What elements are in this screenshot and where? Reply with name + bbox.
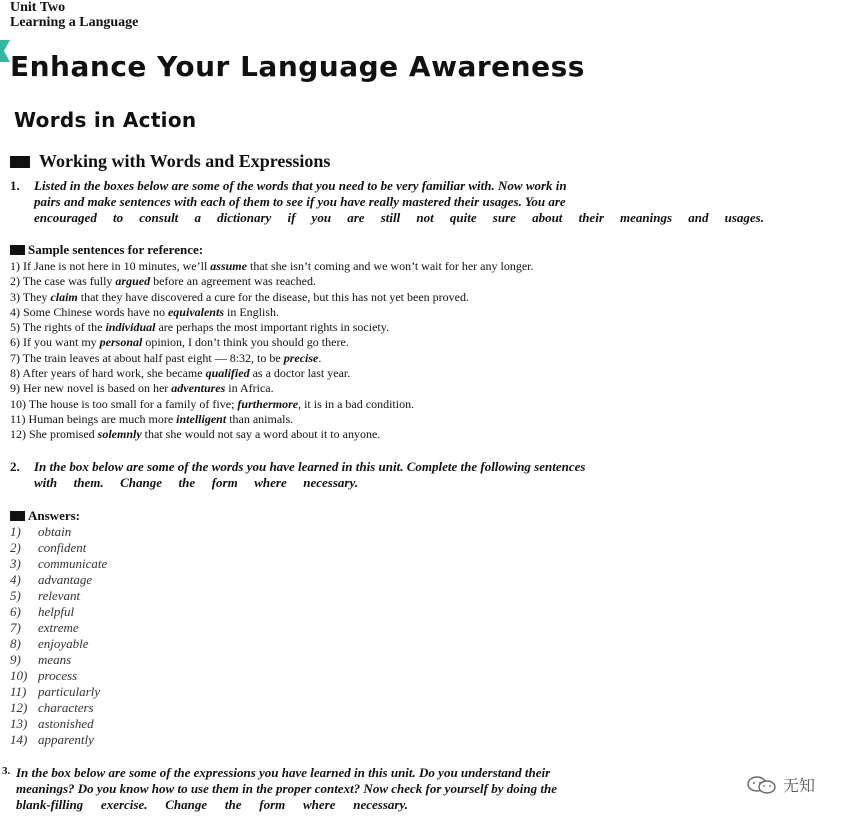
answers-heading-text: Answers: <box>28 508 80 523</box>
answer-word: communicate <box>38 556 108 571</box>
answer-item <box>10 524 107 540</box>
sample-sentence <box>10 412 533 427</box>
unit-label: Unit Two <box>10 0 66 15</box>
answer-word: advantage <box>38 572 93 587</box>
page-title: Enhance Your Language Awareness <box>10 50 585 83</box>
answer-word: extreme <box>38 620 79 635</box>
task-3-number: 3. <box>2 765 11 777</box>
sentence-text: 10) The house is too small for a family of five; <box>10 396 238 411</box>
watermark <box>745 773 815 796</box>
section-heading-text: Working with Words and Expressions <box>39 151 331 171</box>
sample-sentence <box>10 427 533 442</box>
answer-number: 9) <box>10 652 21 667</box>
key-word: personal <box>99 335 143 350</box>
section-heading <box>10 150 330 172</box>
answer-item <box>10 652 107 668</box>
answer-item <box>10 604 107 620</box>
sentence-text: that she would not say a word about it to anyone. <box>141 427 381 442</box>
sample-sentence <box>10 305 533 320</box>
sentence-text: . <box>318 350 322 365</box>
sample-heading-text: Sample sentences for reference: <box>28 242 204 257</box>
sentence-text: opinion, I don’t think you should go there. <box>142 335 349 350</box>
task-1-number: 1. <box>10 178 20 193</box>
task-2-line-2: with them. Change the form where necessary. <box>34 475 358 490</box>
sentence-text: 8) After years of hard work, she became <box>10 366 206 381</box>
sample-sentence <box>10 351 533 366</box>
square-bullet-icon <box>10 511 25 521</box>
sample-sentence <box>10 381 533 396</box>
answers-heading <box>10 508 80 524</box>
answer-number: 14) <box>10 732 28 747</box>
answer-number: 11) <box>10 684 27 699</box>
sentence-text: 6) If you want my <box>10 335 100 350</box>
sentence-text: 9) Her new novel is based on her <box>10 381 172 396</box>
answer-word: obtain <box>38 524 72 539</box>
answer-item <box>10 684 107 700</box>
sentence-text: before an agreement was reached. <box>150 274 316 289</box>
key-word: intelligent <box>176 411 227 426</box>
answer-item <box>10 668 107 684</box>
answer-item <box>10 636 107 652</box>
sample-sentence <box>10 335 533 350</box>
key-word: individual <box>105 320 156 335</box>
sentence-text: 4) Some Chinese words have no <box>10 304 168 319</box>
answer-word: particularly <box>38 684 101 699</box>
sample-sentence <box>10 274 533 289</box>
sample-sentence-list <box>10 259 533 443</box>
task-2-line-1: In the box below are some of the words you have learned in this unit. Complete the following sentences <box>34 459 586 474</box>
sample-sentence <box>10 397 533 412</box>
task-1-line-2: pairs and make sentences with each of them to see if you have really mastered their usages. You are <box>34 194 566 209</box>
square-bullet-icon <box>10 156 30 168</box>
sample-sentence <box>10 259 533 274</box>
sentence-text: in English. <box>223 304 279 319</box>
key-word: precise <box>283 350 319 365</box>
sentence-text: 5) The rights of the <box>10 320 106 335</box>
answer-number: 5) <box>10 588 21 603</box>
key-word: argued <box>115 274 151 289</box>
sample-sentence <box>10 320 533 335</box>
task-3-line-1: In the box below are some of the expressions you have learned in this unit. Do you understand their <box>16 765 551 780</box>
answer-item <box>10 716 107 732</box>
answer-number: 12) <box>10 700 28 715</box>
sentence-text: than animals. <box>226 411 294 426</box>
answer-list <box>10 524 107 748</box>
answer-word: apparently <box>38 732 94 747</box>
answer-word: means <box>38 652 72 667</box>
key-word: solemnly <box>97 427 142 442</box>
answer-word: process <box>38 668 78 683</box>
answer-number: 2) <box>10 540 21 555</box>
answer-word: relevant <box>38 588 81 603</box>
answer-word: characters <box>38 700 94 715</box>
answer-number: 8) <box>10 636 21 651</box>
sentence-text: as a doctor last year. <box>249 366 351 381</box>
answer-number: 7) <box>10 620 21 635</box>
sample-heading <box>10 242 203 258</box>
sample-sentence <box>10 290 533 305</box>
answer-item <box>10 700 107 716</box>
sentence-text: that she isn’t coming and we won’t wait for her any longer. <box>246 259 534 273</box>
key-word: furthermore <box>237 396 299 411</box>
sentence-text: 2) The case was fully <box>10 274 116 289</box>
sentence-text: in Africa. <box>225 381 274 396</box>
key-word: assume <box>210 259 247 273</box>
answer-number: 3) <box>10 556 21 571</box>
answer-item <box>10 556 107 572</box>
sentence-text: 11) Human beings are much more <box>10 411 177 426</box>
task-1-line-3: encouraged to consult a dictionary if you are still not quite sure about their meanings and usages. <box>34 210 764 225</box>
sentence-text: that they have discovered a cure for the disease, but this has not yet been proved. <box>77 289 469 304</box>
watermark-text: 无知 <box>782 776 815 795</box>
answer-word: confident <box>38 540 87 555</box>
key-word: qualified <box>205 366 250 381</box>
sentence-text: 1) If Jane is not here in 10 minutes, we’ll <box>10 259 211 273</box>
wechat-account-icon <box>745 774 779 796</box>
sentence-text: , it is in a bad condition. <box>298 396 415 411</box>
answer-number: 13) <box>10 716 28 731</box>
key-word: equivalents <box>167 304 224 319</box>
answer-word: helpful <box>38 604 75 619</box>
answer-number: 1) <box>10 524 21 539</box>
task-1-line-1: Listed in the boxes below are some of the words that you need to be very familiar with. Now work in <box>34 178 567 193</box>
unit-subtitle: Learning a Language <box>10 15 139 30</box>
answer-item <box>10 732 107 748</box>
answer-number: 4) <box>10 572 21 587</box>
answer-item <box>10 620 107 636</box>
answer-item <box>10 540 107 556</box>
section-tab-marker-icon <box>0 40 10 62</box>
page-subtitle: Words in Action <box>14 108 197 132</box>
task-3-line-3: blank-filling exercise. Change the form where necessary. <box>16 797 408 812</box>
answer-word: enjoyable <box>38 636 89 651</box>
task-2-number: 2. <box>10 459 20 474</box>
sentence-text: 7) The train leaves at about half past eight — 8:32, to be <box>10 350 284 365</box>
answer-word: astonished <box>38 716 94 731</box>
key-word: claim <box>50 289 78 304</box>
square-bullet-icon <box>10 245 25 255</box>
answer-number: 6) <box>10 604 21 619</box>
answer-number: 10) <box>10 668 28 683</box>
sentence-text: 12) She promised <box>10 427 98 442</box>
sentence-text: 3) They <box>10 289 51 304</box>
key-word: adventures <box>171 381 226 396</box>
answer-item <box>10 572 107 588</box>
sentence-text: are perhaps the most important rights in society. <box>155 320 389 335</box>
task-3-line-2: meanings? Do you know how to use them in the proper context? Now check for yourself by doing the <box>16 781 557 796</box>
sample-sentence <box>10 366 533 381</box>
answer-item <box>10 588 107 604</box>
